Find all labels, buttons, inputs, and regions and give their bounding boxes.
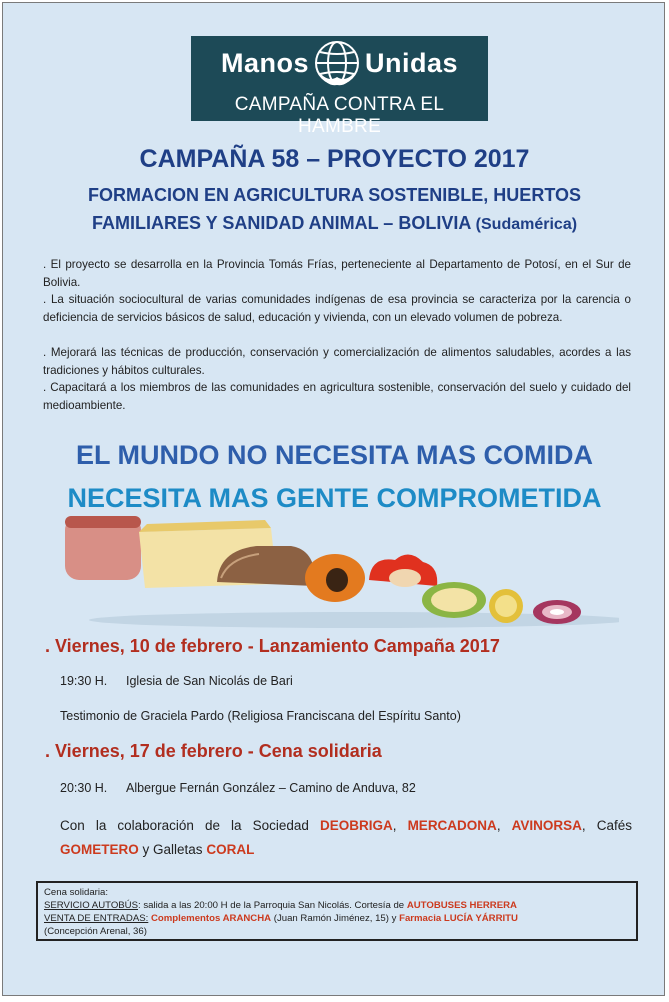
campaign-heading: CAMPAÑA 58 – PROYECTO 2017 (139, 145, 530, 173)
sponsor-name: DEOBRIGA (319, 818, 393, 833)
info-title: Cena solidaria: (44, 887, 108, 898)
info-shop-address: (Concepción Arenal, 36) (44, 926, 147, 937)
collaboration-intro: Con la colaboración de la Sociedad (60, 818, 309, 833)
ticket-shop: Farmacia LUCÍA YÁRRITU (399, 913, 518, 924)
logo-brand-left: Manos (220, 48, 309, 78)
bus-company: AUTOBUSES HERRERA (406, 900, 517, 911)
tickets-label: VENTA DE ENTRADAS: (44, 913, 149, 924)
slogan-line1: EL MUNDO NO NECESITA MAS COMIDA (75, 440, 593, 470)
event-time: 19:30 H. (60, 674, 108, 688)
project-paragraph: . El proyecto se desarrolla en la Provincia Tomás Frías, perteneciente al Departamento de Potosí, en el Sur de Bolivia. (43, 258, 631, 289)
project-region: (Sudamérica) (475, 216, 578, 233)
event-time: 20:30 H. (60, 781, 108, 795)
logo-brand-right: Unidas (364, 48, 459, 78)
info-bus-line: SERVICIO AUTOBÚS: salida a las 20:00 H de la Parroquia San Nicolás. Cortesía de AUTOBUSES HERRERA (44, 900, 517, 911)
dinner-info-box (36, 881, 638, 941)
event-place: Albergue Fernán González – Camino de Anduva, 82 (126, 781, 416, 795)
project-title-line1: FORMACION EN AGRICULTURA SOSTENIBLE, HUERTOS (87, 185, 581, 205)
bus-label: SERVICIO AUTOBÚS (44, 900, 139, 911)
event-place: Iglesia de San Nicolás de Bari (126, 674, 293, 688)
logo-tagline: CAMPAÑA CONTRA EL HAMBRE (234, 94, 445, 137)
project-paragraph: . Mejorará las técnicas de producción, conservación y comercialización de alimentos saludables, acordes a las tradiciones y hábitos culturales. (43, 346, 631, 377)
event-note: Testimonio de Graciela Pardo (Religiosa Franciscana del Espíritu Santo) (60, 709, 461, 723)
slogan-line2: NECESITA MAS GENTE COMPROMETIDA (67, 483, 602, 513)
sponsor-name: CORAL (206, 842, 255, 857)
ticket-shop: Complementos ARANCHA (150, 913, 272, 924)
collaboration-text: Con la colaboración de la Sociedad DEOBRIGA, MERCADONA, AVINORSA, Cafés GOMETERO y Galletas CORAL (60, 818, 632, 857)
food-illustration (59, 508, 619, 630)
sponsor-name: AVINORSA (511, 818, 582, 833)
project-paragraph: . La situación sociocultural de varias comunidades indígenas de esa provincia se caracteriza por la carencia o deficiencia de servicios básicos de salud, educación y vivienda, con un elevado volumen de pobreza. (43, 293, 631, 324)
project-paragraph: . Capacitará a los miembros de las comunidades en agricultura sostenible, conservación del suelo y cuidado del medioambiente. (43, 381, 631, 412)
event-title-dinner: . Viernes, 17 de febrero - Cena solidaria (45, 741, 382, 761)
sponsor-name: MERCADONA (407, 818, 497, 833)
event-title-launch: . Viernes, 10 de febrero - Lanzamiento Campaña 2017 (45, 636, 500, 656)
project-title-line2 (3, 213, 665, 234)
campaign-poster (2, 2, 665, 996)
info-tickets-line: VENTA DE ENTRADAS: Complementos ARANCHA (Juan Ramón Jiménez, 15) y Farmacia LUCÍA YÁRRITU (44, 913, 518, 924)
project-title-text: FAMILIARES Y SANIDAD ANIMAL – BOLIVIA (91, 213, 471, 233)
globe-hands-icon (308, 39, 366, 89)
sponsor-name: GOMETERO (60, 842, 139, 857)
manos-unidas-logo (191, 36, 488, 137)
